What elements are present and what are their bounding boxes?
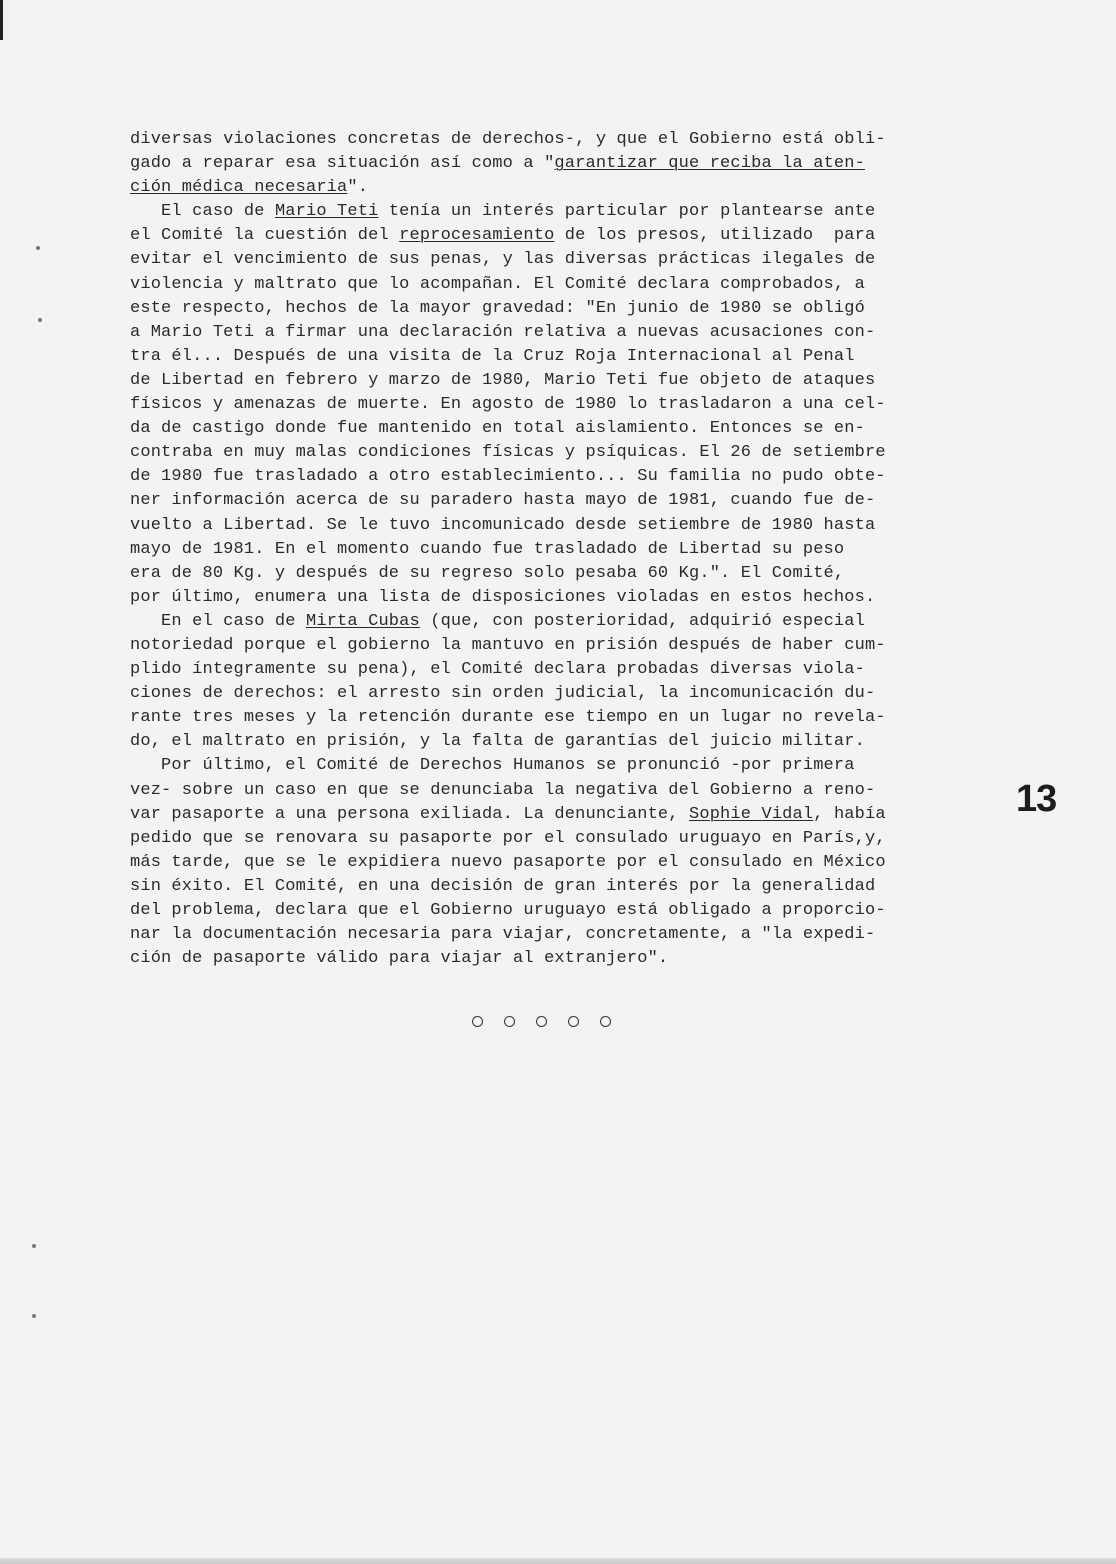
text-line: [130, 827, 1010, 851]
separator-circle: [536, 1016, 547, 1027]
text-segment: de Libertad en febrero y marzo de 1980, Mario Teti fue objeto de ataques: [130, 370, 876, 390]
text-segment: En el caso de: [130, 611, 306, 631]
text-line: [130, 538, 1010, 562]
text-line: [130, 273, 1010, 297]
text-segment: rante tres meses y la retención durante ese tiempo en un lugar no revela-: [130, 708, 886, 728]
text-line: [130, 369, 1010, 393]
text-line: [130, 248, 1010, 272]
text-segment: tra él... Después de una visita de la Cruz Roja Internacional al Penal: [130, 346, 855, 366]
text-line: [130, 465, 1010, 489]
text-line: [130, 634, 1010, 658]
margin-dot: [36, 246, 40, 250]
text-line: [130, 321, 1010, 345]
text-line: [130, 128, 1010, 152]
text-segment: plido íntegramente su pena), el Comité declara probadas diversas viola-: [130, 660, 865, 680]
page-bottom-edge: [0, 1558, 1116, 1564]
text-segment: el Comité la cuestión del: [130, 226, 400, 246]
text-line: [130, 152, 1010, 176]
separator-circle: [568, 1016, 579, 1027]
underlined-text: ción médica necesaria: [130, 178, 348, 198]
text-line: [130, 947, 1010, 971]
text-line: [130, 730, 1010, 754]
text-line: [130, 875, 1010, 899]
text-segment: evitar el vencimiento de sus penas, y las diversas prácticas ilegales de: [130, 250, 876, 270]
text-segment: El caso de: [130, 202, 275, 222]
text-segment: físicos y amenazas de muerte. En agosto de 1980 lo trasladaron a una cel-: [130, 395, 886, 415]
body-text: [130, 128, 1010, 971]
text-segment: pedido que se renovara su pasaporte por el consulado uruguayo en París,y,: [130, 828, 886, 848]
text-line: [130, 489, 1010, 513]
text-segment: , había: [813, 804, 886, 824]
text-segment: violencia y maltrato que lo acompañan. El Comité declara comprobados, a: [130, 274, 865, 294]
text-line: [130, 899, 1010, 923]
text-segment: ".: [347, 178, 369, 198]
text-segment: vuelto a Libertad. Se le tuvo incomunicado desde setiembre de 1980 hasta: [130, 515, 876, 535]
text-segment: del problema, declara que el Gobierno uruguayo está obligado a proporcio-: [130, 901, 886, 920]
margin-dot: [38, 318, 42, 322]
page-edge-mark: [0, 0, 3, 40]
text-line: [130, 176, 1010, 200]
text-segment: sin éxito. El Comité, en una decisión de gran interés por la generalidad: [130, 876, 876, 896]
underlined-text: reprocesamiento: [399, 226, 555, 246]
text-segment: de 1980 fue trasladado a otro establecimiento... Su familia no pudo obte-: [130, 467, 886, 487]
section-separator: [472, 1016, 611, 1027]
text-segment: ciones de derechos: el arresto sin orden judicial, la incomunicación du-: [130, 684, 876, 704]
text-line: [130, 851, 1010, 875]
text-line: [130, 682, 1010, 706]
text-segment: diversas violaciones concretas de derechos-, y que el Gobierno está obli-: [130, 130, 886, 149]
text-segment: a Mario Teti a firmar una declaración relativa a nuevas acusaciones con-: [130, 322, 876, 342]
text-segment: Por último, el Comité de Derechos Humanos se pronunció -por primera: [130, 756, 855, 776]
text-segment: contraba en muy malas condiciones físicas y psíquicas. El 26 de setiembre: [130, 443, 886, 463]
separator-circle: [472, 1016, 483, 1027]
text-line: [130, 658, 1010, 682]
text-segment: más tarde, que se le expidiera nuevo pasaporte por el consulado en México: [130, 852, 886, 872]
margin-dot: [32, 1244, 36, 1248]
text-line: [130, 586, 1010, 610]
text-line: [130, 200, 1010, 224]
text-line: [130, 393, 1010, 417]
text-segment: ción de pasaporte válido para viajar al extranjero".: [130, 949, 669, 969]
text-segment: ner información acerca de su paradero hasta mayo de 1981, cuando fue de-: [130, 491, 876, 511]
text-line: [130, 610, 1010, 634]
text-line: [130, 562, 1010, 586]
text-segment: do, el maltrato en prisión, y la falta de garantías del juicio militar.: [130, 732, 865, 752]
text-line: [130, 514, 1010, 538]
separator-circle: [600, 1016, 611, 1027]
text-segment: gado a reparar esa situación así como a ": [130, 154, 555, 174]
text-line: [130, 923, 1010, 947]
text-segment: tenía un interés particular por plantearse ante: [378, 202, 876, 222]
text-line: [130, 345, 1010, 369]
text-segment: (que, con posterioridad, adquirió especial: [419, 611, 865, 631]
page-number: 13: [1016, 778, 1057, 820]
text-line: [130, 441, 1010, 465]
text-segment: por último, enumera una lista de disposiciones violadas en estos hechos.: [130, 587, 876, 607]
text-segment: var pasaporte a una persona exiliada. La denunciante,: [130, 804, 689, 824]
text-segment: da de castigo donde fue mantenido en total aislamiento. Entonces se en-: [130, 419, 865, 439]
text-line: [130, 779, 1010, 803]
text-line: [130, 224, 1010, 248]
text-line: [130, 754, 1010, 778]
text-segment: era de 80 Kg. y después de su regreso solo pesaba 60 Kg.". El Comité,: [130, 563, 845, 583]
text-segment: mayo de 1981. En el momento cuando fue trasladado de Libertad su peso: [130, 539, 845, 559]
text-line: [130, 706, 1010, 730]
text-segment: nar la documentación necesaria para viajar, concretamente, a "la expedi-: [130, 925, 876, 945]
separator-circle: [504, 1016, 515, 1027]
text-segment: este respecto, hechos de la mayor gravedad: "En junio de 1980 se obligó: [130, 298, 865, 318]
text-segment: vez- sobre un caso en que se denunciaba la negativa del Gobierno a reno-: [130, 780, 876, 800]
text-line: [130, 803, 1010, 827]
text-line: [130, 297, 1010, 321]
margin-dot: [32, 1314, 36, 1318]
underlined-text: Mario Teti: [274, 202, 379, 222]
underlined-text: garantizar que reciba la aten-: [554, 154, 865, 174]
underlined-text: Sophie Vidal: [689, 804, 814, 824]
text-segment: de los presos, utilizado para: [554, 226, 876, 246]
text-segment: notoriedad porque el gobierno la mantuvo en prisión después de haber cum-: [130, 635, 886, 655]
underlined-text: Mirta Cubas: [305, 611, 420, 631]
text-line: [130, 417, 1010, 441]
